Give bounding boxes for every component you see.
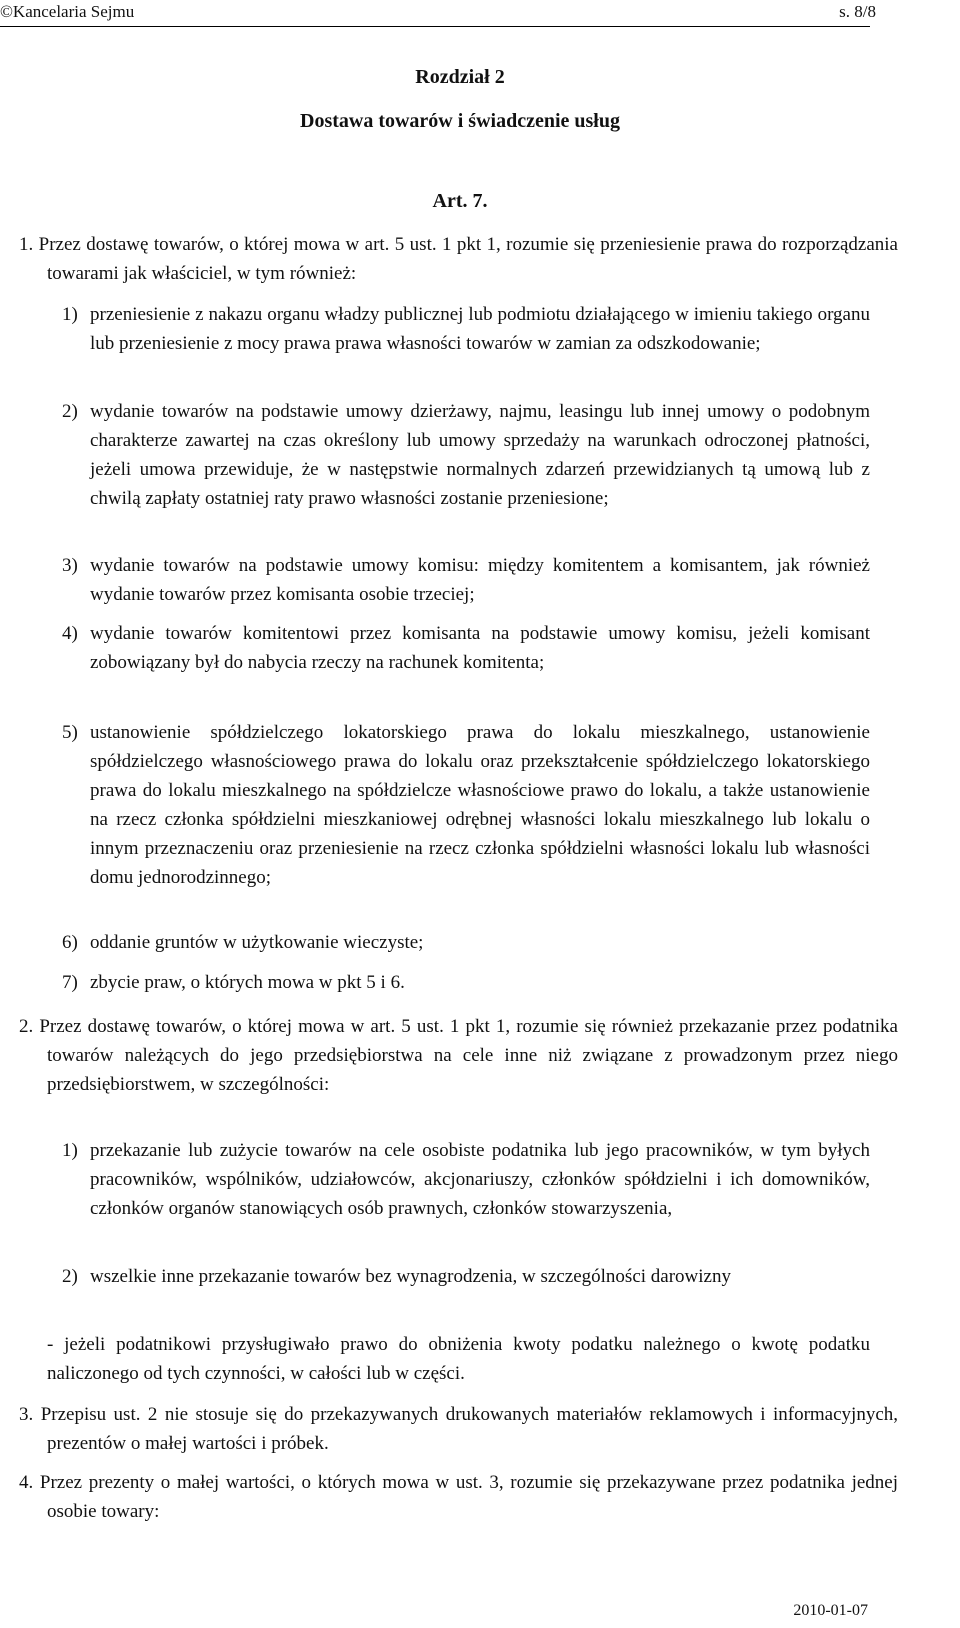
list-item (62, 619, 870, 677)
item-text: wydanie towarów na podstawie umowy dzierżawy, najmu, leasingu lub innej umowy o podobnym charakterze zawartej na czas określony lub umowy sprzedaży na warunkach odroczonej płatności, jeżeli umowa przewiduje, że w następstwie normalnych zdarzeń przewidzianych tą umową lub z chwilą zapłaty ostatniej raty prawo własności zostanie przeniesione; (90, 401, 870, 509)
list-item (62, 928, 870, 957)
item-text: zbycie praw, o których mowa w pkt 5 i 6. (90, 972, 405, 993)
item-number: 2) (62, 1266, 78, 1287)
list-item (62, 1262, 870, 1291)
paragraph-number: 3. (19, 1404, 34, 1425)
paragraph-text: Przez prezenty o małej wartości, o których mowa w ust. 3, rozumie się przekazywane przez podatnika jednej osobie towary: (39, 1472, 899, 1522)
item-number: 1) (62, 304, 78, 325)
item-text: oddanie gruntów w użytkowanie wieczyste; (90, 932, 424, 953)
item-number: 4) (62, 623, 78, 644)
paragraph-1 (19, 230, 898, 288)
item-number: 3) (62, 555, 78, 576)
paragraph-number: 2. (19, 1016, 34, 1037)
item-number: 5) (62, 722, 78, 743)
item-text: przeniesienie z nakazu organu władzy publicznej lub podmiotu działającego w imieniu takiego organu lub przeniesienie z mocy prawa prawa własności towarów w zamian za odszkodowanie; (90, 304, 870, 354)
item-text: przekazanie lub zużycie towarów na cele osobiste podatnika lub jego pracowników, w tym byłych pracowników, wspólników, udziałowców, akcjonariuszy, członków spółdzielni i ich domowników, członków organów stanowiących osób prawnych, członków stowarzyszenia, (90, 1140, 870, 1219)
paragraph-text: Przez dostawę towarów, o której mowa w art. 5 ust. 1 pkt 1, rozumie się przeniesienie prawa do rozporządzania towarami jak właściciel, w tym również: (38, 234, 898, 284)
paragraph-4 (19, 1468, 898, 1526)
paragraph-text: Przez dostawę towarów, o której mowa w art. 5 ust. 1 pkt 1, rozumie się również przekazanie przez podatnika towarów należących do jego przedsiębiorstwa na cele inne niż związane z prowadzonym przez niego przedsiębiorstwem, w szczególności: (39, 1016, 898, 1095)
header-copyright: ©Kancelaria Sejmu (0, 2, 135, 21)
list-item (62, 718, 870, 892)
item-text: ustanowienie spółdzielczego lokatorskiego prawa do lokalu mieszkalnego, ustanowienie spółdzielczego własnościowego prawa do lokalu oraz przekształcenie spółdzielczego lokatorskiego prawa do lokalu mieszkalnego na spółdzielcze własnościowe prawo do lokalu, a także ustanowienie na rzecz członka spółdzielni mieszkaniowej odrębnej własności lokalu mieszkalnego lub lokalu o innym przeznaczeniu oraz przeniesienie na rzecz członka spółdzielni własności lokalu lub własności domu jednorodzinnego; (90, 722, 870, 888)
header-divider (0, 26, 870, 27)
chapter-number: Rozdział 2 (415, 66, 505, 88)
paragraph-number: 1. (19, 234, 34, 255)
footer-date: 2010-01-07 (793, 1602, 868, 1619)
article-number: Art. 7. (432, 190, 488, 212)
list-item (62, 968, 870, 997)
item-text: wszelkie inne przekazanie towarów bez wynagrodzenia, w szczególności darowizny (90, 1266, 731, 1287)
item-number: 2) (62, 401, 78, 422)
dash-clause: - jeżeli podatnikowi przysługiwało prawo do obniżenia kwoty podatku należnego o kwotę podatku naliczonego od tych czynności, w całości lub w części. (47, 1334, 870, 1384)
list-item (62, 1136, 870, 1223)
item-text: wydanie towarów na podstawie umowy komisu: między komitentem a komisantem, jak również wydanie towarów przez komisanta osobie trzeciej; (90, 555, 870, 605)
paragraph-text: Przepisu ust. 2 nie stosuje się do przekazywanych drukowanych materiałów reklamowych i informacyjnych, prezentów o małej wartości i próbek. (40, 1404, 899, 1454)
paragraph-2 (19, 1012, 898, 1099)
item-number: 7) (62, 972, 78, 993)
paragraph-3 (19, 1400, 898, 1458)
paragraph-number: 4. (19, 1472, 34, 1493)
list-item (62, 397, 870, 513)
list-item (62, 300, 870, 358)
list-item (62, 551, 870, 609)
item-text: wydanie towarów komitentowi przez komisanta na podstawie umowy komisu, jeżeli komisant zobowiązany był do nabycia rzeczy na rachunek komitenta; (90, 623, 870, 673)
header-page-number: s. 8/8 (839, 2, 876, 21)
item-number: 6) (62, 932, 78, 953)
item-number: 1) (62, 1140, 78, 1161)
chapter-title: Dostawa towarów i świadczenie usług (300, 110, 620, 132)
